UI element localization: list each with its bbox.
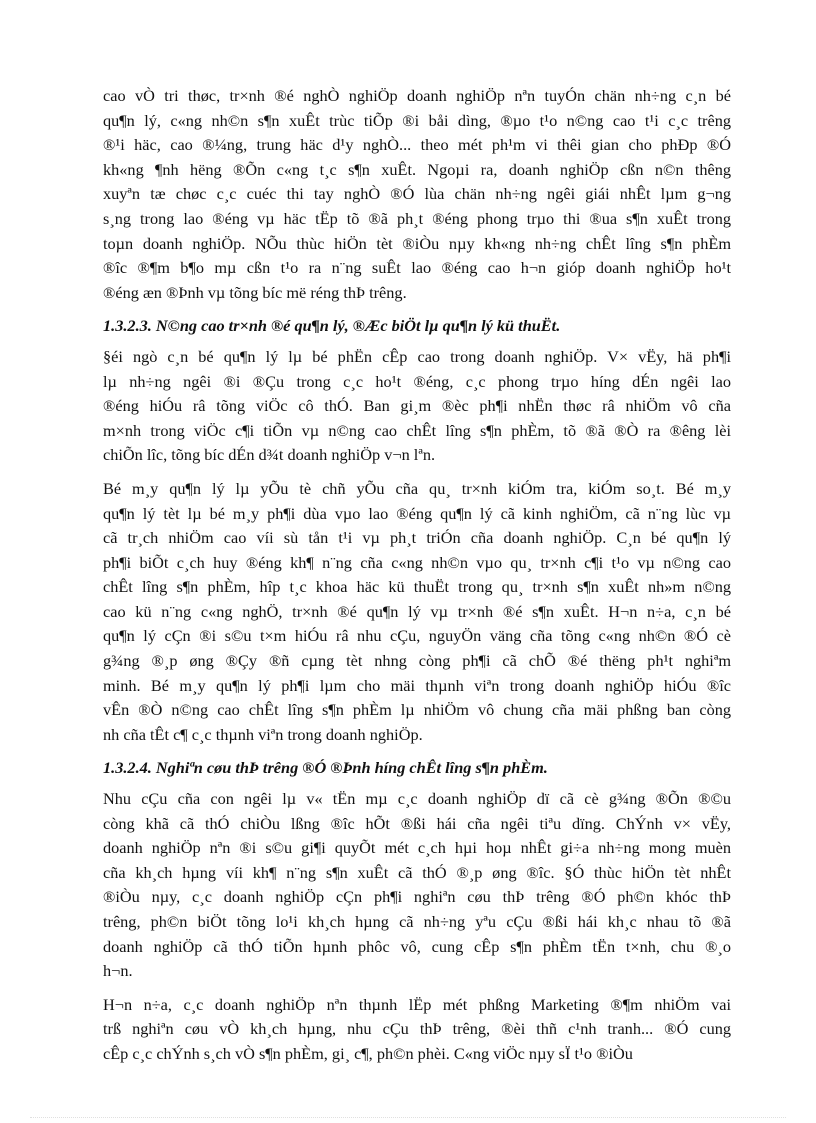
text-line: chÊt lîng s¶n phÈm, hîp t¸c khoa häc kü thuËt trong qu¸ tr×nh s¶n xuÊt nh»m n©ng [103, 577, 731, 597]
text-line: nh cña tÊt c¶ c¸c thµnh viªn trong doanh nghiÖp. [103, 724, 423, 744]
paragraph [103, 345, 731, 468]
text-line: cña kh¸ch hµng víi kh¶ n¨ng s¶n xuÊt cã thÓ ®¸p øng ®îc. §Ó thùc hiÖn tèt nhÊt [103, 862, 731, 882]
paragraph [103, 477, 731, 748]
text-line: qu¶n lý cÇn ®i s©u t×m hiÓu râ nhu cÇu, nguyÖn väng cña tõng c«ng nh©n ®Ó cè [103, 626, 731, 646]
text-line: §éi ngò c¸n bé qu¶n lý lµ bé phËn cÊp cao trong doanh nghiÖp. V× vËy, hä ph¶i [103, 346, 731, 366]
text-line: qu¶n lý tèt lµ bé m¸y ph¶i dùa vµo lao ®éng qu¶n lý cã kinh nghiÖm, cã n¨ng lùc vµ [103, 503, 731, 523]
text-line: minh. Bé m¸y qu¶n lý ph¶i lµm cho mäi thµnh viªn trong doanh nghiÖp hiÓu ®îc [103, 675, 731, 695]
text-line: trêng, ph©n biÖt tõng lo¹i kh¸ch hµng cã nh÷ng yªu cÇu ®ßi hái kh¸c nhau tõ ®ã [103, 912, 731, 931]
text-line: ®iÒu nµy, c¸c doanh nghiÖp cÇn ph¶i nghiªn cøu thÞ trêng ®Ó ph©n khóc thÞ [103, 887, 731, 907]
text-line: Bé m¸y qu¶n lý lµ yÕu tè chñ yÕu cña qu¸ tr×nh kiÓm tra, kiÓm so¸t. Bé m¸y [103, 478, 731, 498]
text-line: cao kü n¨ng c«ng nghÖ, tr×nh ®é qu¶n lý vµ tr×nh ®é s¶n xuÊt. H¬n n÷a, c¸n bé [103, 601, 731, 621]
text-line: cã tr¸ch nhiÖm cao víi sù tån t¹i vµ ph¸t triÓn cña doanh nghiÖp. C¸n bé qu¶n lý [103, 528, 731, 548]
text-line: ®éng hiÓu râ tõng viÖc cô thÓ. Ban gi¸m ®èc ph¶i nhËn thøc râ nhiÖm vô cña [103, 396, 731, 416]
text-line: lµ nh÷ng ngêi ®i ®Çu trong c¸c ho¹t ®éng, c¸c phong trµo híng dÉn ngêi lao [103, 371, 731, 391]
text-line: qu¶n lý, c«ng nh©n s¶n xuÊt trùc tiÕp ®i båi dìng, ®µo t¹o n©ng cao t¹i c¸c trêng [103, 110, 731, 130]
text-line: ®éng æn ®Þnh vµ tõng bíc më réng thÞ trêng. [103, 282, 407, 302]
text-line: ®îc ®¶m b¶o mµ cßn t¹o ra n¨ng suÊt lao ®éng cao h¬n gióp doanh nghiÖp ho¹t [103, 258, 731, 278]
text-line: kh«ng ¶nh hëng ®Õn c«ng t¸c s¶n xuÊt. Ngoµi ra, doanh nghiÖp cßn n©n thêng [103, 159, 731, 179]
page-bottom-divider [30, 1117, 786, 1118]
text-line: còng khã cã thÓ chiÒu lßng ®îc hÕt ®ßi hái cña ngêi tiªu dïng. ChÝnh v× vËy, [103, 813, 731, 833]
text-line: vÊn ®Ò n©ng cao chÊt lîng s¶n phÈm lµ nhiÖm vô chung cña mäi phßng ban còng [103, 700, 731, 720]
paragraph [103, 993, 731, 1067]
text-line: xuyªn tæ chøc c¸c cuéc thi tay nghÒ ®Ó lùa chän nh÷ng ngêi giái nhÊt lµm g¬ng [103, 184, 731, 204]
text-line: ph¶i biÕt c¸ch huy ®éng kh¶ n¨ng cña c«ng nh©n vµo qu¸ tr×nh c¶i t¹o vµ n©ng cao [103, 552, 731, 572]
text-line: s¸ng trong lao ®éng vµ häc tËp tõ ®ã ph¸t ®éng phong trµo thi ®ua s¶n xuÊt trong [103, 208, 731, 228]
text-line: g¾ng ®¸p øng ®Çy ®ñ cµng tèt nhng còng ph¶i cã chÕ ®é thëng ph¹t nghiªm [103, 651, 731, 671]
section-heading: 1.3.2.4. Nghiªn cøu thÞ trêng ®Ó ®Þnh híng chÊt lîng s¶n phÈm. [103, 758, 548, 778]
text-line: trß nghiªn cøu vÒ kh¸ch hµng, nhu cÇu thÞ trêng, ®èi thñ c¹nh tranh... ®Ó cung [103, 1019, 731, 1039]
text-line: Nhu cÇu cña con ngêi lµ v« tËn mµ c¸c doanh nghiÖp dï cã cè g¾ng ®Õn ®©u [103, 789, 731, 809]
text-line: doanh nghiÖp nªn ®i s©u gi¶i quyÕt mét c¸ch hµi hoµ nhÊt gi÷a nh÷ng mong muèn [103, 838, 731, 858]
text-line: H¬n n÷a, c¸c doanh nghiÖp nªn thµnh lËp mét phßng Marketing ®¶m nhiÖm vai [103, 994, 731, 1014]
text-line: cao vÒ tri thøc, tr×nh ®é nghÒ nghiÖp doanh nghiÖp nªn tuyÓn chän nh÷ng c¸n bé [103, 86, 731, 105]
text-line: h¬n. [103, 961, 133, 981]
text-line: toµn doanh nghiÖp. NÕu thùc hiÖn tèt ®iÒu nµy kh«ng nh÷ng chÊt lîng s¶n phÈm [103, 233, 731, 253]
text-line: m×nh trong viÖc c¶i tiÕn vµ n©ng cao chÊt lîng s¶n phÈm, tõ ®ã ®Ò ra ®êng lèi [103, 420, 731, 440]
text-line: doanh nghiÖp cã thÓ tiÕn hµnh phôc vô, cung cÊp s¶n phÈm tËn t×nh, chu ®¸o [103, 936, 731, 956]
paragraph [103, 84, 731, 305]
text-line: ®¹i häc, cao ®¼ng, trung häc d¹y nghÒ... theo mét ph¹m vi thêi gian cho phÐp ®Ó [103, 135, 731, 155]
document-page [103, 84, 731, 1076]
text-line: chiÕn lîc, tõng bíc dÉn d¾t doanh nghiÖp v¬n lªn. [103, 445, 436, 465]
section-heading: 1.3.2.3. N©ng cao tr×nh ®é qu¶n lý, ®Æc biÖt lµ qu¶n lý kü thuËt. [103, 316, 561, 336]
text-line: cÊp c¸c chÝnh s¸ch vÒ s¶n phÈm, gi¸ c¶, ph©n phèi. C«ng viÖc nµy sÏ t¹o ®iÒu [103, 1043, 633, 1063]
paragraph [103, 787, 731, 984]
